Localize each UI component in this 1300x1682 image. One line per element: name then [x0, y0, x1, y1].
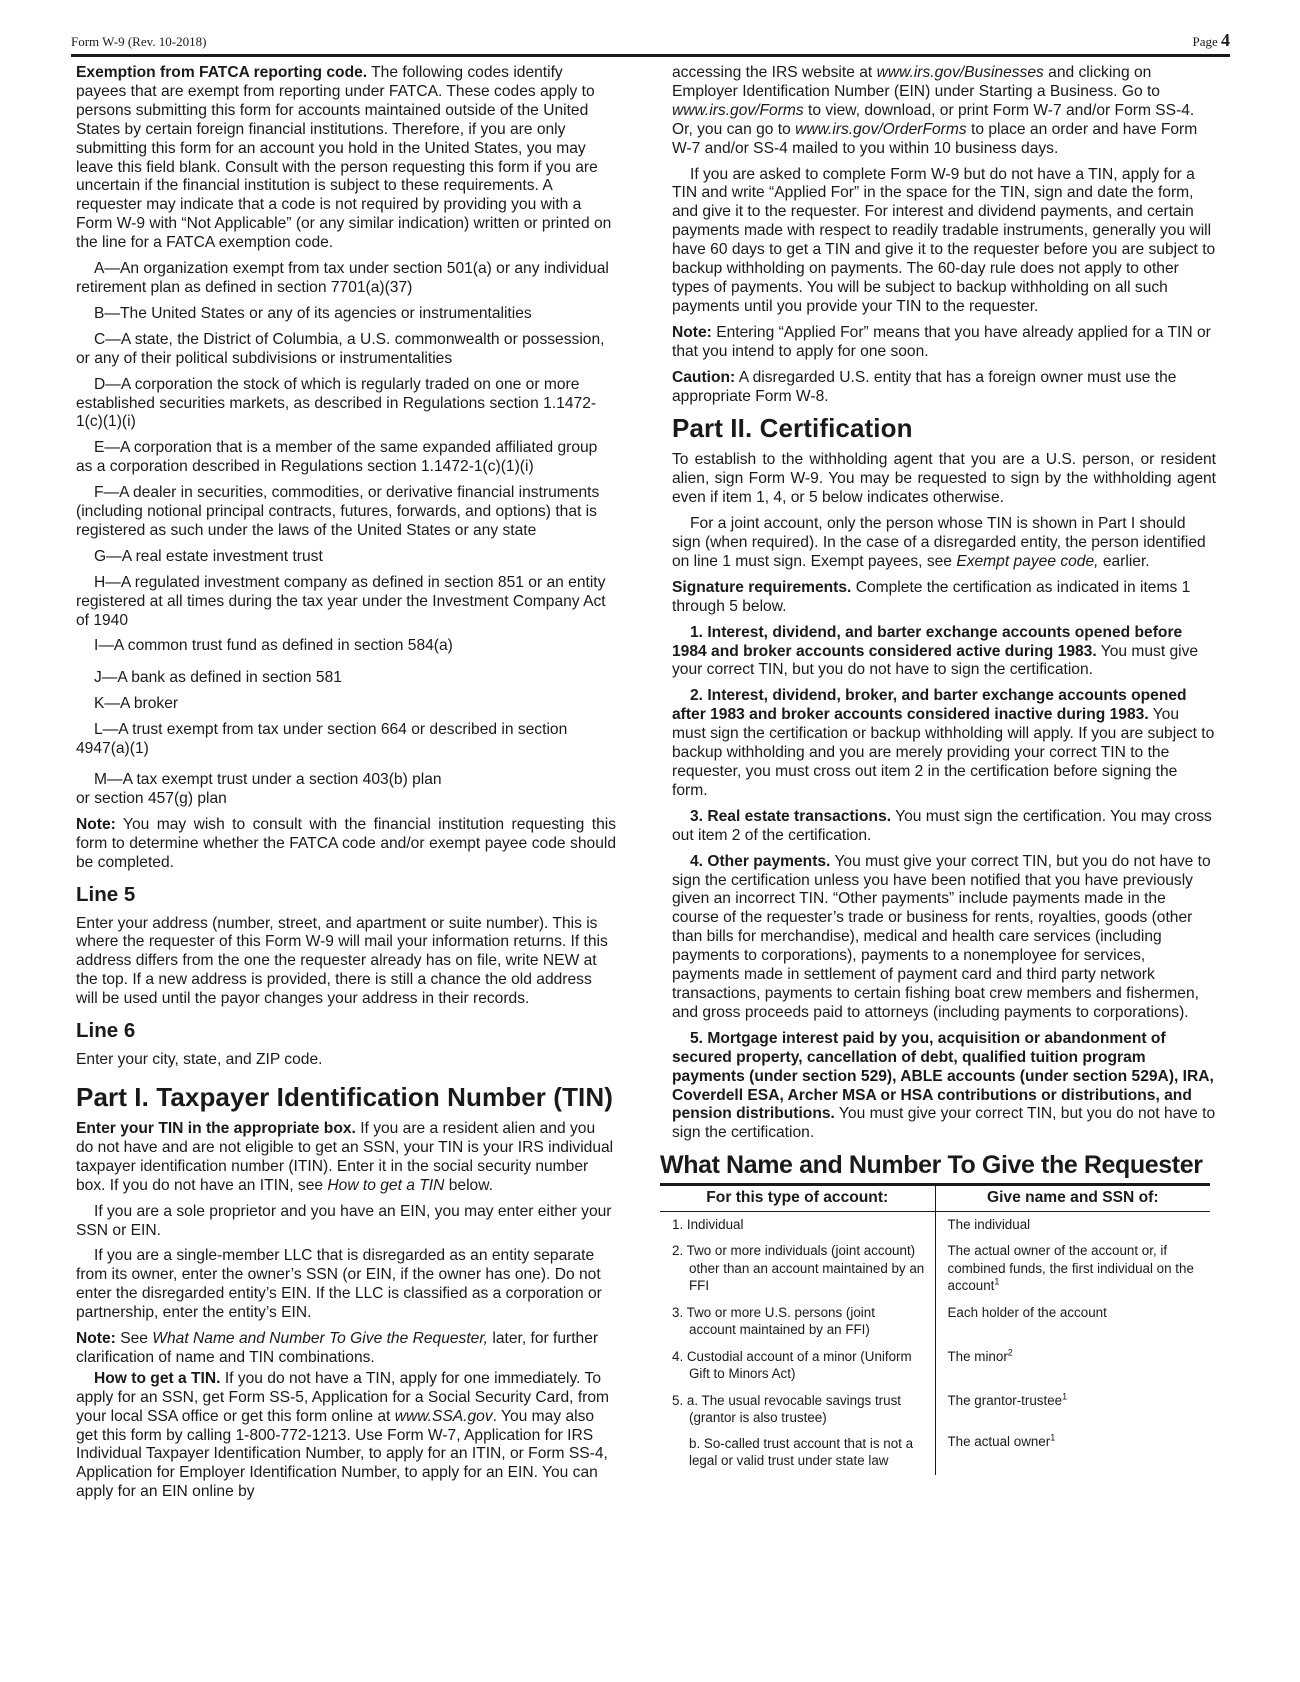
page-number: 4	[1221, 30, 1230, 50]
note2-pre: See	[115, 1330, 153, 1348]
fatca-code-c: C—A state, the District of Columbia, a U.S. commonwealth or possession, or any of their political subdivisions or instrumentalities	[76, 330, 605, 367]
part2-heading: Part II. Certification	[672, 413, 913, 444]
item5-bold: 5. Mortgage interest paid by you, acquisition or abandonment of secured property, cancellation of debt, qualified tuition program payments (under section 529), ABLE accounts (under section 529A), IRA, Coverdell ESA, Archer MSA or HSA contributions or distributions, and pension distributions.	[672, 1029, 1214, 1123]
name-number-table	[660, 1183, 1210, 1475]
line6-body: Enter your city, state, and ZIP code.	[76, 1051, 323, 1069]
ssa-link[interactable]: www.SSA.gov	[394, 1407, 493, 1425]
fatca-code-l: L—A trust exempt from tax under section 664 or described in section 4947(a)(1)	[76, 721, 568, 758]
cont-mid1: and clicking on Employer Identification Number (EIN) under Starting a Business. Go to	[672, 64, 1160, 100]
howto-label: How to get a TIN.	[94, 1369, 221, 1387]
give-name: The individual	[947, 1216, 1031, 1232]
sigreq-body: Complete the certification as indicated in items 1 through 5 below.	[672, 578, 1191, 615]
cert-item-5	[672, 1030, 1216, 1143]
account-type: 4. Custodial account of a minor (Uniform Gift to Minors Act)	[672, 1348, 912, 1382]
give-name: The minor	[947, 1348, 1008, 1364]
item2-body: You must sign the certification or backup withholding will apply. If you are subject to backup withholding and you are merely providing your correct TIN to the requester, you must cross out item 2 in the certification before signing the form.	[672, 706, 1215, 799]
tin-box-ref: How to get a TIN	[327, 1176, 445, 1194]
continued-paragraph	[672, 64, 1216, 159]
tin-box-end: below.	[444, 1176, 493, 1194]
footnote-ref: 1	[1050, 1432, 1056, 1443]
joint-account-paragraph	[672, 515, 1216, 572]
note-body: You may wish to consult with the financial institution requesting this form to determine whether the FATCA code and/or exempt payee code should be completed.	[76, 815, 616, 871]
page-header	[71, 30, 1230, 56]
footnote-ref: 1	[994, 1276, 1000, 1287]
page-word: Page	[1192, 34, 1218, 49]
fatca-body: The following codes identify payees that are exempt from reporting under FATCA. These codes apply to persons submitting this form for accounts maintained outside of the United States by certain foreign financial institutions. Therefore, if you are only submitting this form for an account you hold in the United States, you may leave this field blank. Consult with the person requesting this form if you are uncertain if the financial institution is subject to these requirements. A requester may indicate that a code is not required by providing you with a Form W-9 with “Not Applicable” (or any similar indication) written or printed on the line for a FATCA exemption code.	[76, 64, 612, 252]
left-column	[76, 64, 616, 1509]
table-row	[660, 1388, 1210, 1429]
fatca-paragraph	[76, 64, 616, 253]
sole-prop-paragraph: If you are a sole proprietor and you have an EIN, you may enter either your SSN or EIN.	[76, 1202, 612, 1239]
table-row	[660, 1300, 1210, 1344]
joint-ref: Exempt payee code,	[956, 552, 1099, 570]
fatca-code-g: G—A real estate investment trust	[94, 547, 323, 565]
llc-paragraph: If you are a single-member LLC that is disregarded as an entity separate from its owner, enter the owner’s SSN (or EIN, if the owner has one). Do not enter the disregarded entity’s EIN. If the LLC is classified as a corporation or partnership, enter the entity’s EIN.	[76, 1247, 602, 1322]
account-type: 5. a. The usual revocable savings trust (grantor is also trustee)	[672, 1392, 902, 1426]
howto-paragraph	[76, 1370, 616, 1502]
sigreq-label: Signature requirements.	[672, 578, 852, 596]
irs-businesses-link[interactable]: www.irs.gov/Businesses	[876, 64, 1044, 81]
give-name: Each holder of the account	[947, 1304, 1107, 1320]
item4-body: You must give your correct TIN, but you do not have to sign the certification unless you have been notified that you have previously given an incorrect TIN. “Other payments” include payments made in the course of the requester’s trade or business for rents, royalties, goods (other than bills for merchandise), medical and health care services (including payments to corporations), payments to a nonemployee for services, payments made in settlement of payment card and third party network transactions, payments to certain fishing boat crew members and fishermen, and gross proceeds paid to attorneys (including payments to corporations).	[672, 852, 1211, 1021]
howto-post: . You may also get this form by calling 1-800-772-1213. Use Form W-7, Application for IRS Individual Taxpayer Identification Number, to apply for an ITIN, or Form SS-4, Application for Employer Identification Number, to apply for an EIN. You can apply for an EIN online by	[76, 1407, 608, 1501]
sigreq-paragraph	[672, 579, 1216, 617]
fatca-code-b: B—The United States or any of its agencies or instrumentalities	[94, 304, 532, 322]
item5-body: You must give your correct TIN, but you do not have to sign the certification.	[672, 1105, 1216, 1142]
account-type: 3. Two or more U.S. persons (joint account maintained by an FFI)	[672, 1304, 875, 1338]
cert-item-3	[672, 808, 1216, 846]
item3-body: You must sign the certification. You may cross out item 2 of the certification.	[672, 807, 1212, 844]
fatca-code-a: A—An organization exempt from tax under section 501(a) or any individual retirement plan as defined in section 7701(a)(37)	[76, 260, 609, 296]
howto-pre: If you do not have a TIN, apply for one immediately. To apply for an SSN, get Form SS-5, Application for a Social Security Card, from your local SSA office or get this form online at	[76, 1369, 610, 1425]
caution-paragraph	[672, 369, 1216, 407]
fatca-code-i: I—A common trust fund as defined in section 584(a)	[94, 637, 453, 655]
account-subtype: b. So-called trust account that is not a legal or valid trust under state law	[689, 1435, 914, 1469]
name-number-table-title: What Name and Number To Give the Requester	[660, 1151, 1203, 1180]
give-name: The grantor-trustee	[947, 1392, 1063, 1408]
fatca-code-h: H—A regulated investment company as defined in section 851 or an entity registered at all times during the tax year under the Investment Company Act of 1940	[76, 573, 606, 629]
fatca-code-k: K—A broker	[94, 695, 179, 713]
table-row	[660, 1429, 1210, 1475]
cont-pre: accessing the IRS website at	[672, 64, 877, 81]
item1-body: You must give your correct TIN, but you do not have to sign the certification.	[672, 642, 1199, 679]
applied-note-body: Entering “Applied For” means that you have already applied for a TIN or that you intend to apply for one soon.	[672, 323, 1211, 360]
cert-item-2	[672, 687, 1216, 800]
item2-bold: 2. Interest, dividend, broker, and barter exchange accounts opened after 1983 and broker accounts considered inactive during 1983.	[672, 687, 1187, 724]
table-col2-header: Give name and SSN of:	[935, 1185, 1210, 1212]
cont-mid2: to view, download, or print Form W-7 and/or Form SS-4. Or, you can go to	[672, 101, 1195, 138]
table-row	[660, 1344, 1210, 1388]
fatca-code-j: J—A bank as defined in section 581	[94, 669, 342, 687]
applied-note-label: Note:	[672, 323, 712, 341]
joint-pre: For a joint account, only the person whose TIN is shown in Part I should sign (when required). In the case of a disregarded entity, the person identified on line 1 must sign. Exempt payees, see	[672, 515, 1206, 570]
header-rule	[71, 54, 1230, 57]
applied-for-paragraph: If you are asked to complete Form W-9 but do not have a TIN, apply for a TIN and write “Applied For” in the space for the TIN, sign and date the form, and give it to the requester. For interest and dividend payments, and certain payments made with respect to readily tradable instruments, generally you will have 60 days to get a TIN and give it to the requester before you are subject to backup withholding on payments. The 60-day rule does not apply to other types of payments. You will be subject to backup withholding on all such payments until you provide your TIN to the requester.	[672, 165, 1216, 315]
line5-body: Enter your address (number, street, and apartment or suite number). This is where the requester of this Form W-9 will mail your information returns. If this address differs from the one the requester already has on file, write NEW at the top. If a new address is provided, there is still a chance the old address will be used until the payor changes your address in their records.	[76, 914, 608, 1008]
fatca-code-d: D—A corporation the stock of which is regularly traded on one or more established securities markets, as described in Regulations section 1.1472-1(c)(1)(i)	[76, 375, 597, 431]
give-name: The actual owner	[947, 1433, 1051, 1449]
part1-heading: Part I. Taxpayer Identification Number (TIN)	[76, 1081, 614, 1112]
form-label: Form W-9 (Rev. 10-2018)	[71, 34, 207, 49]
fatca-note	[76, 816, 616, 873]
note2-ref: What Name and Number To Give the Requester,	[152, 1330, 489, 1348]
note2-label: Note:	[76, 1330, 116, 1348]
caution-label: Caution:	[672, 368, 736, 386]
footnote-ref: 2	[1007, 1347, 1013, 1358]
account-type: 1. Individual	[672, 1216, 744, 1232]
caution-body: A disregarded U.S. entity that has a foreign owner must use the appropriate Form W-8.	[672, 368, 1177, 405]
fatca-code-m: M—A tax exempt trust under a section 403(b) plan or section 457(g) plan	[76, 771, 442, 807]
account-type: 2. Two or more individuals (joint account) other than an account maintained by an FFI	[672, 1243, 925, 1294]
table-col1-header: For this type of account:	[660, 1185, 935, 1212]
page-indicator	[1192, 30, 1230, 51]
table-row	[660, 1211, 1210, 1238]
cont-end: to place an order and have Form W-7 and/or SS-4 mailed to you within 10 business days.	[672, 120, 1198, 157]
line5-heading: Line 5	[76, 882, 136, 906]
give-name: The actual owner of the account or, if combined funds, the first individual on the account	[947, 1243, 1194, 1294]
cert-item-1	[672, 624, 1216, 681]
table-header-row	[660, 1185, 1210, 1212]
tin-box-label: Enter your TIN in the appropriate box.	[76, 1119, 356, 1137]
table-row	[660, 1238, 1210, 1300]
irs-forms-link[interactable]: www.irs.gov/Forms	[672, 101, 804, 119]
line6-heading: Line 6	[76, 1019, 136, 1043]
irs-orderforms-link[interactable]: www.irs.gov/OrderForms	[795, 120, 967, 138]
tin-box-body: If you are a resident alien and you do not have and are not eligible to get an SSN, your TIN is your IRS individual taxpayer identification number (ITIN). Enter it in the social security number box. If you do not have an ITIN, see	[76, 1119, 614, 1194]
note-label: Note:	[76, 815, 116, 833]
right-column	[660, 64, 1216, 1475]
cert-intro: To establish to the withholding agent that you are a U.S. person, or resident alien, sign Form W-9. You may be requested to sign by the withholding agent even if item 1, 4, or 5 below indicates otherwise.	[672, 451, 1216, 507]
applied-note	[672, 324, 1216, 362]
item3-bold: 3. Real estate transactions.	[690, 807, 892, 825]
tin-box-paragraph	[76, 1120, 616, 1196]
note2-paragraph	[76, 1330, 616, 1368]
cert-item-4	[672, 853, 1216, 1023]
joint-post: earlier.	[1098, 552, 1150, 570]
note2-post: later, for further clarification of name and TIN combinations.	[76, 1330, 599, 1366]
fatca-code-e: E—A corporation that is a member of the same expanded affiliated group as a corporation described in Regulations section 1.1472-1(c)(1)(i)	[76, 439, 598, 476]
item1-bold: 1. Interest, dividend, and barter exchange accounts opened before 1984 and broker accounts considered active during 1983.	[672, 623, 1183, 660]
fatca-code-f: F—A dealer in securities, commodities, or derivative financial instruments (including notional principal contracts, futures, forwards, and options) that is registered as such under the laws of the United States or any state	[76, 484, 600, 539]
item4-bold: 4. Other payments.	[690, 852, 831, 870]
footnote-ref: 1	[1062, 1391, 1068, 1402]
fatca-title: Exemption from FATCA reporting code.	[76, 64, 368, 81]
